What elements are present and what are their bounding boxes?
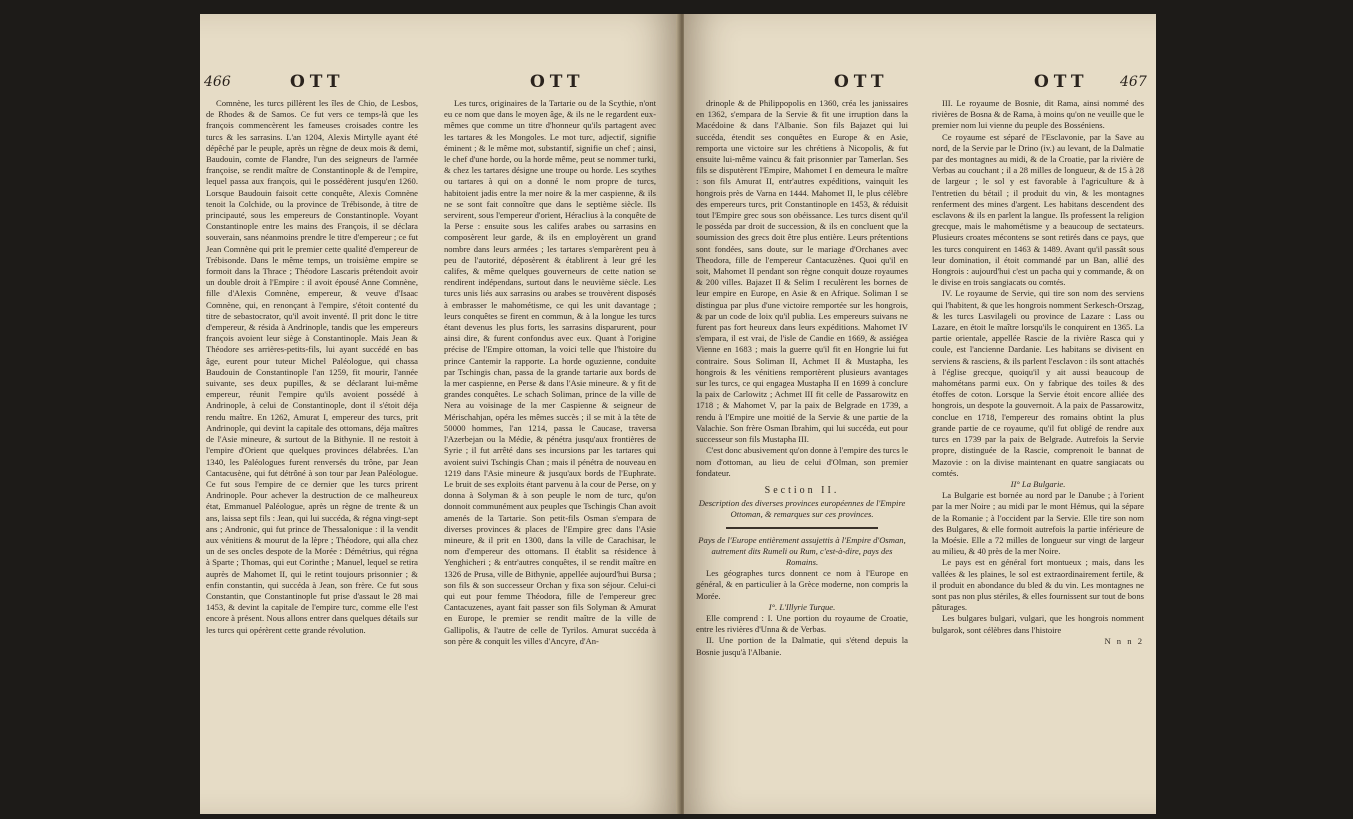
section-title: Section II. bbox=[764, 484, 840, 496]
text-column bbox=[696, 98, 908, 658]
page-number-left: 466 bbox=[204, 74, 231, 90]
header-word: OTT bbox=[530, 72, 585, 92]
right-page bbox=[684, 14, 1156, 814]
paragraph: III. Le royaume de Bosnie, dit Rama, ainsi nommé des rivières de Bosna & de Rama, à moins qu'on ne veuille que le premier nom lui vienne du peuple des Bosséniens. bbox=[932, 98, 1144, 131]
subsection-title: I°. L'Illyrie Turque. bbox=[768, 601, 836, 612]
subsection-title: II° La Bulgarie. bbox=[1010, 478, 1066, 489]
paragraph: II. Une portion de la Dalmatie, qui s'étend depuis la Bosnie jusqu'à l'Albanie. bbox=[696, 635, 908, 657]
paragraph: Les bulgares bulgari, vulgari, que les hongrois nomment bulgarok, sont célèbres dans l'histoire bbox=[932, 613, 1144, 635]
right-running-header bbox=[684, 72, 1156, 96]
text-column bbox=[932, 98, 1144, 647]
paragraph: Le pays est en général fort montueux ; mais, dans les vallées & les plaines, le sol est extraordinairement fertile, & il produit en abondance du bled & du vin. Les montagnes ne sont pas non plus stériles, & elles fournissent sur tout de bons pâturages. bbox=[932, 557, 1144, 613]
header-word: OTT bbox=[290, 72, 345, 92]
text-column bbox=[444, 98, 656, 647]
paragraph: Elle comprend : I. Une portion du royaume de Croatie, entre les rivières d'Unna & de Verbas. bbox=[696, 612, 908, 635]
signature-mark: N n n 2 bbox=[1104, 635, 1144, 646]
divider bbox=[726, 527, 878, 529]
paragraph: Comnène, les turcs pillèrent les îles de Chio, de Lesbos, de Rhodes & de Samos. Ce fut vers ce temps-là que les françois commencèrent les fameuses croisades contre les turcs & les sarrasins. L'an 1204, Alexis Mirtylle ayant été dépêché par le peuple, après un règne de deux mois & demi, Baudouin, comte de Flandre, l'un des seigneurs de l'armée françoise, se rendit maître de Constantinople & de l'empire, lequel passa aux françois, qui le possédèrent jusqu'en 1260. Lorsque Baudouin faisoit cette conquête, Alexis Comnène tenoit la Colchide, ou la province de Trébisonde, à titre de principauté, sous les empereurs de Constantinople. Voyant Constantinople entre les mains des François, il se déclara souverain, sans néanmoins prendre le titre d'empereur ; ce fut Jean Comnène qui prit le premier cette qualité d'empereur de Trébisonde. Dans le même temps, un troisième empire se formoit dans la Thrace ; Théodore Lascaris prétendoit avoir un double droit à l'Empire : il avoit épousé Anne Comnène, fille d'Alexis Comnène, empereur, & veuve d'Isaac Comnène, qui, en renonçant à l'empire, s'étoit contenté du titre de sebastocrator, qu'il avoit inventé. Il prit donc le titre d'empereur, & résida à Andrinople, tandis que les empereurs françois avoient leur siège à Constantinople. Mais Jean & Théodore ses arrières-petits-fils, lui ayant succédé en bas âge, eurent pour tuteur Michel Paléologue, qui chassa Baudouin de Constantinople l'an 1259, fit mourir, l'année suivante, ses deux pupilles, & se déclarant lui-même empereur, réunit l'empire qu'ils avoient possédé à Andrinople, à celui de Constantinople, dont il s'étoit déja rendu maître. En 1262, Amurat I, empereur des turcs, prit Andrinople, qui devint la capitale des ottomans, déja maîtres de l'Asie mineure, & surtout de la Bithynie. Il ne restoit à l'empire d'Orient que quelques provinces délabrées. L'an 1340, les Paléologues furent renversés du trône, par Jean Cantacusène, qui fut détrôné à son tour par Jean Paléologue. Ce fut sous l'empire de ce dernier que les turcs prirent Andrinople. Pour achever la destruction de ce malheureux état, Emmanuel Paléologue, après un règne de trente & un ans, laissa sept fils : Jean, qui lui succéda, & régna vingt-sept ans ; Andronic, qui fut prince de Thessalonique : il la vendit aux vénitiens & mourut de la lèpre ; Théodore, qui alla chez un de ses oncles despote de la Morée : Démétrius, qui régna à Sparte ; Thomas, qui eut Corinthe ; Manuel, lequel se retira auprès de Mahomet II, qui le retint toujours prisonnier ; & enfin constantin, qui succéda à Jean, son frère. Ce fut sous Constantin, que Constantinople fut prise d'assaut le 28 mai 1453, & devint la capitale de l'empire turc, comme elle l'est encore à présent. Nous allons entrer dans quelques détails sur les turcs qui opérèrent cette grande révolution. bbox=[206, 98, 418, 635]
header-word: OTT bbox=[834, 72, 889, 92]
paragraph: Ce royaume est séparé de l'Esclavonie, par la Save au nord, de la Servie par le Drino (iv.) au levant, de la Dalmatie par des montagnes au midi, & de la Croatie, par la rivière de Verbas au couchant ; il a 28 milles de longueur, & de 15 à 28 de largeur ; le sol y est favorable à l'agriculture & à l'entretien du bétail ; il produit du vin, & les montagnes renferment des mines d'argent. Les habitans descendent des esclavons & ils en parlent la langue. Ils professent la religion grecque, mais le mahométisme y a beaucoup de sectateurs. Plusieurs croates mécontens se sont retirés dans ce pays, que les turcs conquirent en 1463 & 1489. Avant qu'il passât sous leur domination, il étoit commandé par un Ban, allié des Hongrois : aujourd'hui c'est un pacha qui y commande, & on le divise en trois sangiacats ou comtés. bbox=[932, 131, 1144, 288]
header-word: OTT bbox=[1034, 72, 1089, 92]
paragraph: drinople & de Philippopolis en 1360, créa les janissaires en 1362, s'empara de la Servie & fit une irruption dans la Macédoine & dans l'Albanie. Son fils Bajazet qui lui succéda, étendit ses conquêtes en Europe & en Asie, remporta une victoire sur les chrétiens à Nicopolis, & fut ensuite lui-même vaincu & fait prisonnier par Tamerlan. Ses fils se disputèrent l'Empire, Mahomet I en demeura le maître : son fils Amurat II, entr'autres expéditions, vainquit les hongrois près de Varna en 1444. Mahomet II, le plus célèbre des empereurs turcs, prit Constantinople en 1453, & réduisit tout l'Empire grec sous son obéissance. Les turcs disent qu'il le posséda par droit de succession, & ils en concluent que la soumission des grecs doit être plus entière. Leurs prétentions sont fondées, sans doute, sur le mariage d'Orchanes avec Theodora, fille de l'empereur Cantacuzènes. Quoi qu'il en soit, Mahomet II pendant son règne conquit douze royaumes & 200 villes. Bajazet II & Selim I reculèrent les bornes de leur empire en Europe, en Asie & en Afrique. Soliman I se distingua par plus d'une victoire remportée sur les hongrois, & par un code de loix qu'il publia. Les empereurs suivans ne furent pas fort heureux dans leurs expéditions. Mahomet IV s'empara, il est vrai, de l'isle de Candie en 1669, & assiégea Vienne en 1683 ; mais la guerre qu'il fit en Hongrie lui fut contraire. Sous Soliman II, Achmet II & Mustapha, les hongrois & les vénitiens remportèrent plusieurs avantages sur les turcs, ce qui engagea Mustapha II en 1699 à conclure la paix de Carlowitz ; Achmet III fit celle de Passarowitz en 1718 ; & Mahomet V, par la paix de Belgrade en 1739, a rendu à l'Empire une moitié de la Servie & une partie de la Valachie. Son frère Osman Ibrahim, qui lui succéda, eut pour successeur son fils Mustapha III. bbox=[696, 98, 908, 445]
page-number-right: 467 bbox=[1120, 74, 1147, 90]
paragraph: C'est donc abusivement qu'on donne à l'empire des turcs le nom d'ottoman, au lieu de celui d'Olman, son premier fondateur. bbox=[696, 445, 909, 478]
paragraph: Les géographes turcs donnent ce nom à l'Europe en général, & en particulier à la Grèce moderne, non compris la Morée. bbox=[696, 568, 908, 601]
paragraph: IV. Le royaume de Servie, qui tire son nom des serviens qui l'habitent, & que les hongrois nomment Serkesch-Orszag, & les turcs Lasvilageli ou province de Lazare : Lass ou Lazare, en étoit le maître lorsqu'ils le conquirent en 1365. La partie orientale, appellée Rascie de la rivière Rasca qui y coule, est l'ancienne Dardanie. Les habitans se divisent en serviens & rasciens, & ils parlent l'esclavon : ils sont attachés à l'église grecque, quoiqu'il y ait aussi beaucoup de mahométans parmi eux. On y fabrique des toiles & des étoffes de coton. Lorsque la Servie étoit encore alliée des hongrois, un despote la gouvernoit. A la paix de Passarowitz, conclue en 1718, l'empereur des romains obtint la plus grande partie de ce royaume, qu'il fut obligé de rendre aux turcs en 1739 par la paix de Belgrade. Autrefois la Servie propre, distinguée de la Rascie, comprenoit le bannat de Mazovie : on la divise maintenant en quatre sangiacats ou comtés. bbox=[932, 288, 1144, 478]
left-page bbox=[200, 14, 678, 814]
paragraph: Pays de l'Europe entièrement assujettis à l'Empire d'Osman, autrement dits Rumeli ou Rum, c'est-à-dire, pays des Romains. bbox=[698, 534, 906, 567]
paragraph: La Bulgarie est bornée au nord par le Danube ; à l'orient par la mer Noire ; au midi par le mont Hémus, qui la sépare de la Romanie ; à l'occident par la Servie. Elle tire son nom des Bulgares, & elle formoit autrefois la partie inférieure de la Moésie. Elle a 72 milles de longueur sur vingt de largeur au milieu, & 40 près de la mer Noire. bbox=[932, 490, 1144, 557]
section-description: Description des diverses provinces européennes de l'Empire Ottoman, & remarques sur ces provinces. bbox=[698, 498, 906, 520]
paragraph: Les turcs, originaires de la Tartarie ou de la Scythie, n'ont eu ce nom que dans le moyen âge, & ils ne le regardent eux-mêmes que comme un titre d'honneur qu'ils partagent avec les tartares & les Mongoles. Le mot turc, adjectif, signifie éminent ; & le même mot, substantif, signifie un chef ; ainsi, le chef d'une horde, ou la horde même, peut se nommer turki, & chez les tartares désigne une troupe ou horde. Les scythes ou tartares à qui on a donné le nom propre de turcs, habitoient jadis entre la mer noire & la mer caspienne, & ils ne se sont fait connoître que dans le septième siècle. Ils servirent, sous l'empereur d'orient, Héraclius à la conquête de la Perse : ensuite sous les califes arabes ou sarrasins en composèrent leur garde, & ils en employèrent un grand nombre dans leurs armées ; les tartares s'emparèrent peu à peu de l'autorité, déposèrent & établirent à leur gré les califes, & même quelques gouverneurs de cette nation se rendirent indépendans, surtout dans le neuvième siècle. Les turcs unis liés aux sarrasins ou arabes se trouvèrent disposés à embrasser le mahométisme, ce qui les unit davantage ; leurs conquêtes se firent en commun, & à la longue les turcs étant devenus les plus forts, les sarrasins disparurent, pour ainsi dire, & furent confondus avec eux. Quant à l'origine précise de l'Empire ottoman, la voici telle que l'histoire du prince Cantemir la rapporte. La horde oguzienne, conduite par Tschingis chan, passa de la grande tartarie aux bords de la mer caspienne, en Perse & dans l'Asie mineure. & y fit de grandes conquêtes. Le schach Soliman, prince de la ville de Nera au voisinage de la mer Caspienne & seigneur de Mérischahjan, opéra les mêmes succès ; il se mit à la tête de 50000 hommes, l'an 1214, passa le Caucase, traversa l'Azerbejan ou la Médie, & pénétra jusqu'aux frontières de Syrie ; il fut arrêté dans ses incursions par les tartares qui avoient suivi Tschingis Chan ; mais il pénétra de nouveau en 1219 dans l'Asie mineure & jusqu'aux bords de l'Euphrate. Le bruit de ses exploits étant parvenu à la cour de Perse, on y donna à Solyman & à son peuple le nom de turc, qu'on donnoit communément aux peuples que Tschingis Chan avoit amenés de la Tartarie. Son petit-fils Osman s'empara de diverses provinces & places de l'Empire grec dans l'Asie mineure, & il prit en 1300, dans la ville de Carachisar, le nom d'empereur des ottomans. Il établit sa résidence à Yenghicheri ; & entr'autres conquêtes, il se rendit maître en 1326 de Prusa, ville de Bithynie, appellée aujourd'hui Bursa ; son fils & son successeur Orchan y fixa son séjour. Celui-ci qui eut pour femme Théodora, fille de l'empereur grec Cantacuzenes, ayant fait passer son fils Solyman & Amurat en Europe, le premier se rendit maître de la ville de Gallipolis, & l'autre de celle de Tyrilos. Amurat succéda à son père & conquit les villes d'Ancyre, d'An- bbox=[444, 98, 656, 646]
left-running-header bbox=[200, 72, 678, 96]
text-column bbox=[206, 98, 418, 636]
